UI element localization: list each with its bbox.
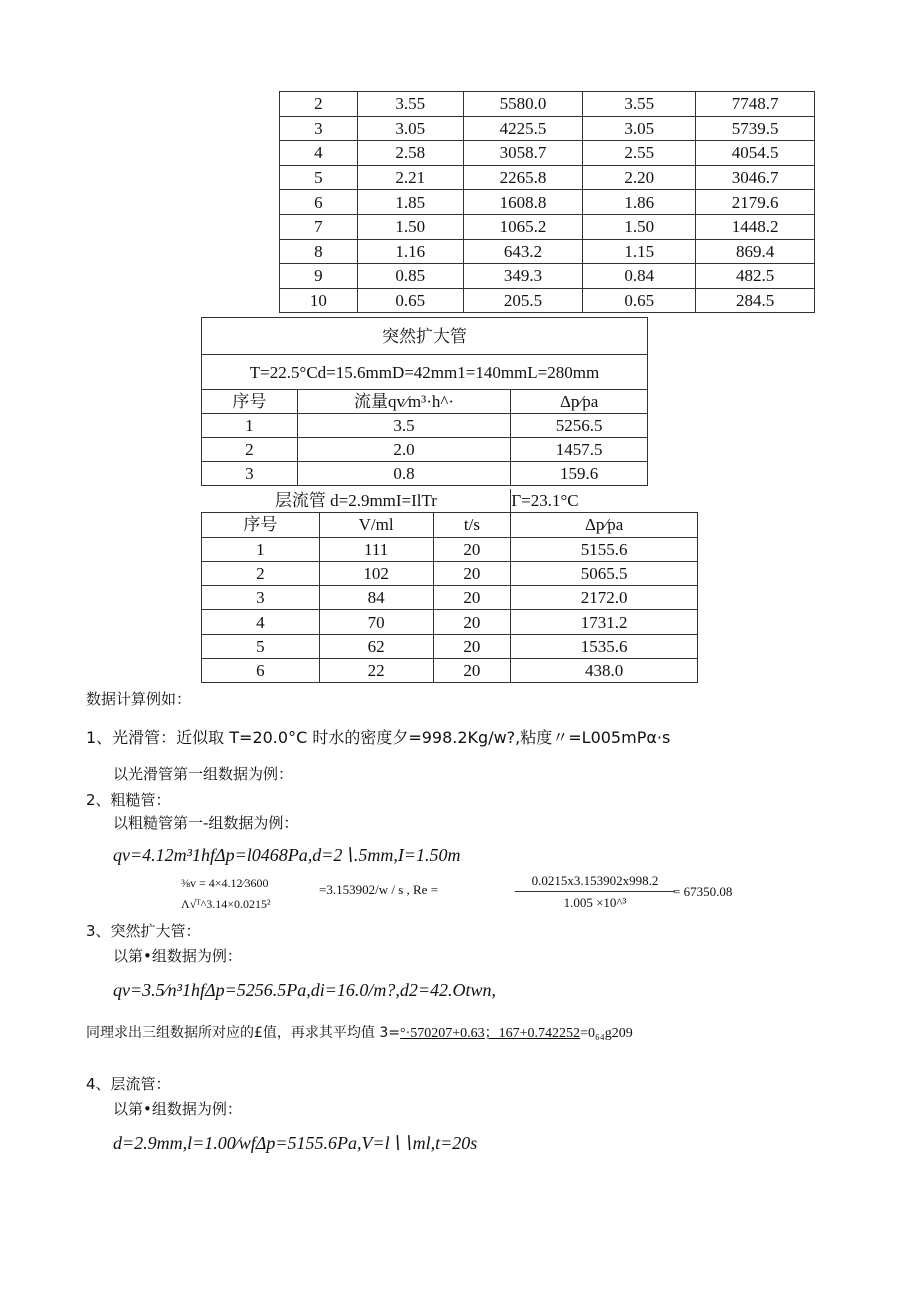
table1-cell: 4 (280, 141, 358, 166)
table3-cell: 20 (433, 659, 511, 683)
table1-cell: 1065.2 (463, 214, 583, 239)
table1-row (280, 116, 815, 141)
table2-header-index: 序号 (202, 390, 298, 414)
intro-text: 数据计算例如： (86, 690, 192, 708)
table1-cell: 1.15 (583, 239, 696, 264)
table2-header-flow: 流量qv⁄m³·h^· (297, 390, 511, 414)
table3-cell: 20 (433, 537, 511, 561)
table2-params: T=22.5°Cd=15.6mmD=42mm1=140mmL=280mm (202, 355, 648, 390)
table1-cell: 1448.2 (696, 214, 815, 239)
table1-cell: 2.58 (357, 141, 463, 166)
table2-row (202, 414, 648, 438)
table3-row (202, 586, 698, 610)
table3-cell: 22 (319, 659, 433, 683)
table-friction-data (279, 91, 815, 313)
table2-cell: 0.8 (297, 462, 511, 486)
table3-cell: 3 (202, 586, 320, 610)
table3-cell: 1731.2 (511, 610, 698, 634)
table2-cell: 2 (202, 438, 298, 462)
formula-velocity-numerator: ⅜v = 4×4.12∕3600 (181, 876, 269, 890)
table3-row (202, 634, 698, 658)
table1-cell: 0.85 (357, 264, 463, 289)
table3-cell: 5065.5 (511, 561, 698, 585)
table3-cell: 70 (319, 610, 433, 634)
table1-cell: 2.21 (357, 165, 463, 190)
table2-cell: 1 (202, 414, 298, 438)
table3-cell: 84 (319, 586, 433, 610)
table1-cell: 4225.5 (463, 116, 583, 141)
table2-title: 突然扩大管 (202, 318, 648, 355)
table1-cell: 1608.8 (463, 190, 583, 215)
table2-cell: 2.0 (297, 438, 511, 462)
table1-cell: 643.2 (463, 239, 583, 264)
table2-row (202, 462, 648, 486)
table1-cell: 3.05 (357, 116, 463, 141)
section-2-sub: 以粗糙管第一-组数据为例： (113, 814, 299, 832)
formula-re-result: = 67350.08 (673, 884, 733, 899)
table1-cell: 2.20 (583, 165, 696, 190)
table3-cell: 20 (433, 561, 511, 585)
table1-row (280, 165, 815, 190)
table3-row (202, 610, 698, 634)
table1-cell: 1.50 (357, 214, 463, 239)
table3-cell: 62 (319, 634, 433, 658)
table3-cell: 20 (433, 634, 511, 658)
table1-cell: 2265.8 (463, 165, 583, 190)
table1-cell: 3046.7 (696, 165, 815, 190)
table1-cell: 2.55 (583, 141, 696, 166)
section-1-sub: 以光滑管第一组数据为例： (113, 765, 294, 783)
table3-cell: 6 (202, 659, 320, 683)
table1-row (280, 190, 815, 215)
section-3: 3、突然扩大管： (86, 922, 201, 940)
table3-cell: 2 (202, 561, 320, 585)
table1-cell: 1.86 (583, 190, 696, 215)
table2-cell: 3.5 (297, 414, 511, 438)
table1-cell: 5580.0 (463, 92, 583, 117)
formula-re-numerator: 0.0215x3.153902x998.2 (515, 873, 675, 892)
section-3-note-formula: °·570207+0.63；167+0.742252 (400, 1026, 581, 1041)
table1-cell: 349.3 (463, 264, 583, 289)
table2-header-dp: Δp⁄pa (511, 390, 648, 414)
table1-cell: 3058.7 (463, 141, 583, 166)
section-4-sub: 以第•组数据为例： (113, 1100, 242, 1118)
table3-title: 层流管 d=2.9mmI=IlTr (202, 489, 511, 513)
section-3-equation: qv=3.5∕n³1hfΔp=5256.5Pa,di=16.0/m?,d2=42.Otwn, (113, 980, 497, 1000)
table1-cell: 2179.6 (696, 190, 815, 215)
section-4-equation: d=2.9mm,l=1.00∕wfΔp=5155.6Pa,V=l∖∖ml,t=20s (113, 1133, 478, 1153)
table1-cell: 3 (280, 116, 358, 141)
formula-re-denominator: 1.005 ×10^³ (563, 895, 627, 910)
table3-cell: 4 (202, 610, 320, 634)
table1-row (280, 264, 815, 289)
table1-cell: 0.65 (583, 288, 696, 313)
table3-cell: 1535.6 (511, 634, 698, 658)
table-sudden-expansion (201, 317, 648, 486)
table3-row (202, 537, 698, 561)
table3-cell: 1 (202, 537, 320, 561)
table1-cell: 2 (280, 92, 358, 117)
table3-header-volume: V/ml (319, 513, 433, 537)
table1-cell: 3.55 (357, 92, 463, 117)
table3-row (202, 561, 698, 585)
table2-cell: 3 (202, 462, 298, 486)
table1-cell: 7 (280, 214, 358, 239)
table1-cell: 4054.5 (696, 141, 815, 166)
formula-velocity-result: =3.153902/w / s , Re = (319, 882, 439, 897)
table3-cell: 20 (433, 586, 511, 610)
formula-velocity-denominator: Λ√ᵀ^3.14×0.0215² (181, 897, 271, 911)
section-3-sub: 以第•组数据为例： (113, 947, 242, 965)
table3-cell: 5155.6 (511, 537, 698, 561)
table2-cell: 1457.5 (511, 438, 648, 462)
table1-row (280, 214, 815, 239)
table1-cell: 0.84 (583, 264, 696, 289)
table1-cell: 6 (280, 190, 358, 215)
table3-row (202, 659, 698, 683)
table1-cell: 284.5 (696, 288, 815, 313)
table2-row (202, 438, 648, 462)
section-3-note-result: =0₆₄g209 (580, 1026, 633, 1041)
table1-cell: 482.5 (696, 264, 815, 289)
table1-cell: 5 (280, 165, 358, 190)
table1-cell: 0.65 (357, 288, 463, 313)
section-1: 1、光滑管：近似取 T=20.0°C 时水的密度夕=998.2Kg/w?,粘度〃=L005mPα·s (86, 728, 671, 747)
table1-row (280, 288, 815, 313)
table1-cell: 3.55 (583, 92, 696, 117)
table1-cell: 5739.5 (696, 116, 815, 141)
table1-cell: 10 (280, 288, 358, 313)
table1-row (280, 92, 815, 117)
table1-cell: 1.85 (357, 190, 463, 215)
section-2-equation: qv=4.12m³1hfΔp=l0468Pa,d=2∖.5mm,I=1.50m (113, 845, 461, 865)
table3-cell: 2172.0 (511, 586, 698, 610)
table1-cell: 205.5 (463, 288, 583, 313)
table3-temp: Γ=23.1°C (511, 489, 698, 513)
table1-cell: 7748.7 (696, 92, 815, 117)
table2-cell: 159.6 (511, 462, 648, 486)
table3-header-index: 序号 (202, 513, 320, 537)
table3-header-dp: Δp⁄pa (511, 513, 698, 537)
section-3-note (86, 1022, 633, 1042)
table3-cell: 5 (202, 634, 320, 658)
table1-cell: 1.50 (583, 214, 696, 239)
table1-row (280, 141, 815, 166)
table1-cell: 9 (280, 264, 358, 289)
table3-cell: 20 (433, 610, 511, 634)
table-laminar (201, 489, 698, 683)
table1-cell: 8 (280, 239, 358, 264)
table3-header-time: t/s (433, 513, 511, 537)
table1-cell: 1.16 (357, 239, 463, 264)
table1-row (280, 239, 815, 264)
table3-cell: 111 (319, 537, 433, 561)
section-3-note-text: 同理求出三组数据所对应的£值，再求其平均值 3= (86, 1025, 400, 1041)
table3-cell: 438.0 (511, 659, 698, 683)
section-2: 2、粗糙管： (86, 791, 171, 809)
section-4: 4、层流管： (86, 1075, 171, 1093)
table2-cell: 5256.5 (511, 414, 648, 438)
table1-cell: 869.4 (696, 239, 815, 264)
table3-cell: 102 (319, 561, 433, 585)
table1-cell: 3.05 (583, 116, 696, 141)
